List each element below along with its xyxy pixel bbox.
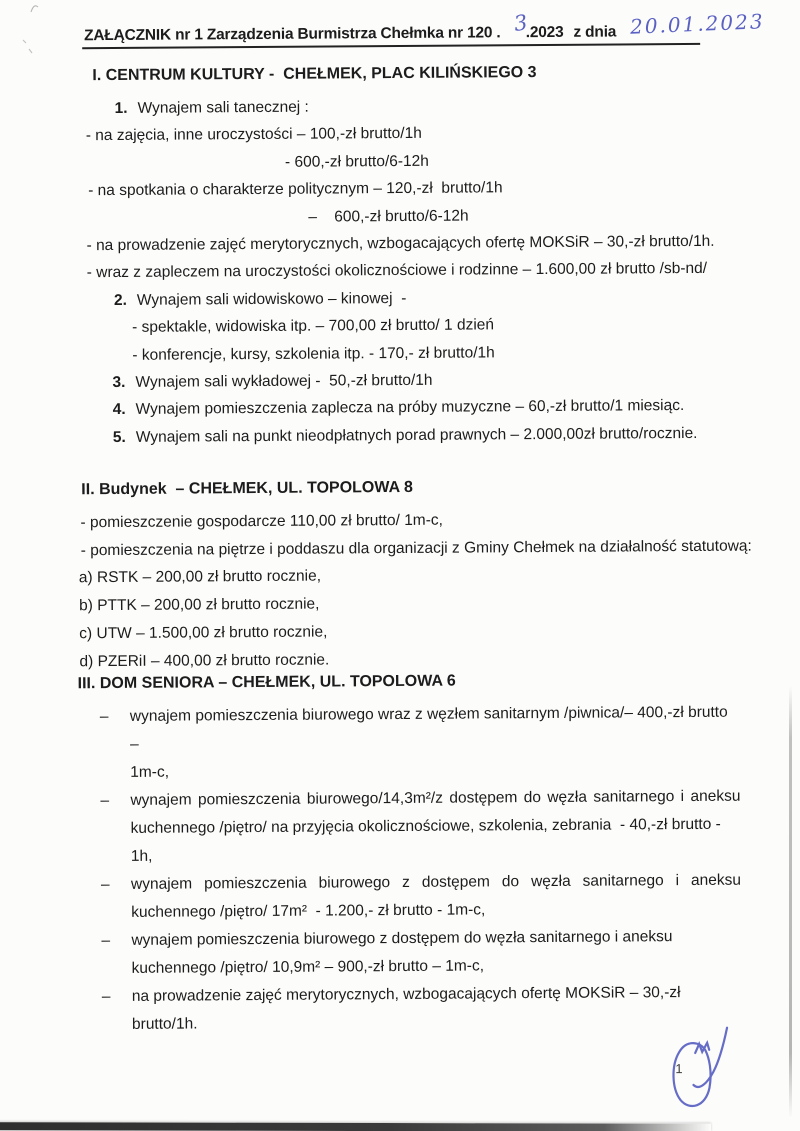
page-edge-shadow xyxy=(789,686,792,1118)
dash-marker: – xyxy=(99,708,109,726)
section-2-title: II. Budynek – CHEŁMEK, UL. TOPOLOWA 8 xyxy=(81,478,413,499)
line-text: wynajem pomieszczenia biurowego/14,3m²/z dostępem do węzła sanitarnego i aneksu xyxy=(130,787,741,809)
line-text: kuchennego /piętro/ 10,9m² – 900,-zł brutto – 1m-c, xyxy=(131,957,485,977)
scan-artifact xyxy=(20,36,36,56)
price-line: - konferencje, kursy, szkolenia itp. - 170,- zł brutto/1h xyxy=(132,343,495,364)
handwritten-date: 20.01.2023 xyxy=(629,9,766,39)
line-text: Wynajem sali widowiskowo – kinowej - xyxy=(136,289,407,309)
list-number: 5. xyxy=(112,428,126,446)
line-text: kuchennego /piętro/ na przyjęcia okolicznościowe, szkolenia, zebrania - 40,-zł brutto - 1h, xyxy=(130,815,726,865)
price-line: – 600,-zł brutto/6-12h xyxy=(308,207,469,226)
line-text: kuchennego /piętro/ 17m² - 1.200,- zł brutto - 1m-c, xyxy=(131,901,486,921)
item-text xyxy=(130,699,741,787)
price-line: c) UTW – 1.500,00 zł brutto rocznie, xyxy=(79,623,328,643)
price-line: b) PTTK – 200,00 zł brutto rocznie, xyxy=(79,595,320,615)
item-text xyxy=(131,867,741,927)
dash-marker: – xyxy=(100,876,110,894)
list-number: 4. xyxy=(112,401,126,419)
section-centrum-kultury xyxy=(0,59,800,452)
item-text xyxy=(132,979,742,1039)
item-text xyxy=(131,923,741,983)
list-number: 2. xyxy=(113,291,127,309)
line-text: wynajem pomieszczenia biurowego z dostępem do węzła sanitarnego i aneksu xyxy=(131,928,673,949)
dash-marker: – xyxy=(101,988,111,1006)
price-line: - wraz z zapleczem na uroczystości okolicznościowe i rodzinne – 1.600,00 zł brutto /sb-nd/ xyxy=(86,260,708,282)
price-line: - na zajęcia, inne uroczystości – 100,-zł brutto/1h xyxy=(85,125,422,145)
price-line: - pomieszczenia na piętrze i poddaszu dla organizacji z Gminy Chełmek na działalność statutową: xyxy=(80,537,752,559)
handwritten-ordinance-number: 3 xyxy=(512,10,530,36)
price-line: - spektakle, widowiska itp. – 700,00 zł brutto/ 1 dzień xyxy=(132,316,495,337)
price-line: a) RSTK – 200,00 zł brutto rocznie, xyxy=(78,567,322,587)
price-line: d) PZERiI – 400,00 zł brutto rocznie. xyxy=(79,651,330,670)
line-text: Wynajem pomieszczenia zaplecza na próby muzyczne – 60,-zł brutto/1 miesiąc. xyxy=(135,397,685,419)
signature-paraph xyxy=(664,1026,739,1119)
line-text: Wynajem sali tanecznej : xyxy=(137,98,309,117)
section-budynek-topolowa-8 xyxy=(0,473,800,676)
item-text xyxy=(130,783,741,871)
line-text: 1m-c, xyxy=(130,763,170,781)
page-number: 1 xyxy=(675,1061,683,1077)
line-text: wynajem pomieszczenia biurowego z dostępem do węzła sanitarnego i aneksu xyxy=(130,871,742,893)
header-year-text: .2023 xyxy=(525,23,564,42)
section-3-title: III. DOM SENIORA – CHEŁMEK, UL. TOPOLOWA 6 xyxy=(77,672,456,693)
section-1-title: I. CENTRUM KULTURY - CHEŁMEK, PLAC KILIŃSKIEGO 3 xyxy=(92,64,537,85)
header-printed-text: ZAŁĄCZNIK nr 1 Zarządzenia Burmistrza Chełmka nr 120 . xyxy=(84,24,501,45)
dash-marker: – xyxy=(100,792,110,810)
line-text: wynajem pomieszczenia biurowego wraz z węzłem sanitarnym /piwnica/– 400,-zł brutto – xyxy=(129,703,733,753)
list-item xyxy=(2,698,800,788)
list-item xyxy=(3,866,800,928)
scan-artifact xyxy=(28,2,42,16)
dash-marker: – xyxy=(101,932,111,950)
list-number: 1. xyxy=(114,99,128,117)
list-item xyxy=(2,782,800,872)
scan-edge-bar xyxy=(0,1122,711,1131)
line-text: Wynajem sali wykładowej - 50,-zł brutto/1h xyxy=(135,371,433,391)
line-text: na prowadzenie zajęć merytorycznych, wzbogacających ofertę MOKSiR – 30,-zł brutto/1h. xyxy=(131,984,685,1033)
header-zdnia-text: z dnia xyxy=(573,23,617,41)
line-text: Wynajem sali na punkt nieodpłatnych porad prawnych – 2.000,00zł brutto/rocznie. xyxy=(135,424,698,446)
list-item xyxy=(3,922,800,984)
price-line: - na prowadzenie zajęć merytorycznych, wzbogacających ofertę MOKSiR – 30,-zł brutto/1h. xyxy=(86,232,715,255)
price-line: - na spotkania o charakterze politycznym – 120,-zł brutto/1h xyxy=(88,179,503,200)
price-line: - pomieszczenie gospodarcze 110,00 zł brutto/ 1m-c, xyxy=(80,511,443,532)
list-number: 3. xyxy=(112,373,126,392)
section-dom-seniora xyxy=(2,667,800,1040)
price-line: - 600,-zł brutto/6-12h xyxy=(284,152,429,171)
price-line xyxy=(0,419,800,452)
